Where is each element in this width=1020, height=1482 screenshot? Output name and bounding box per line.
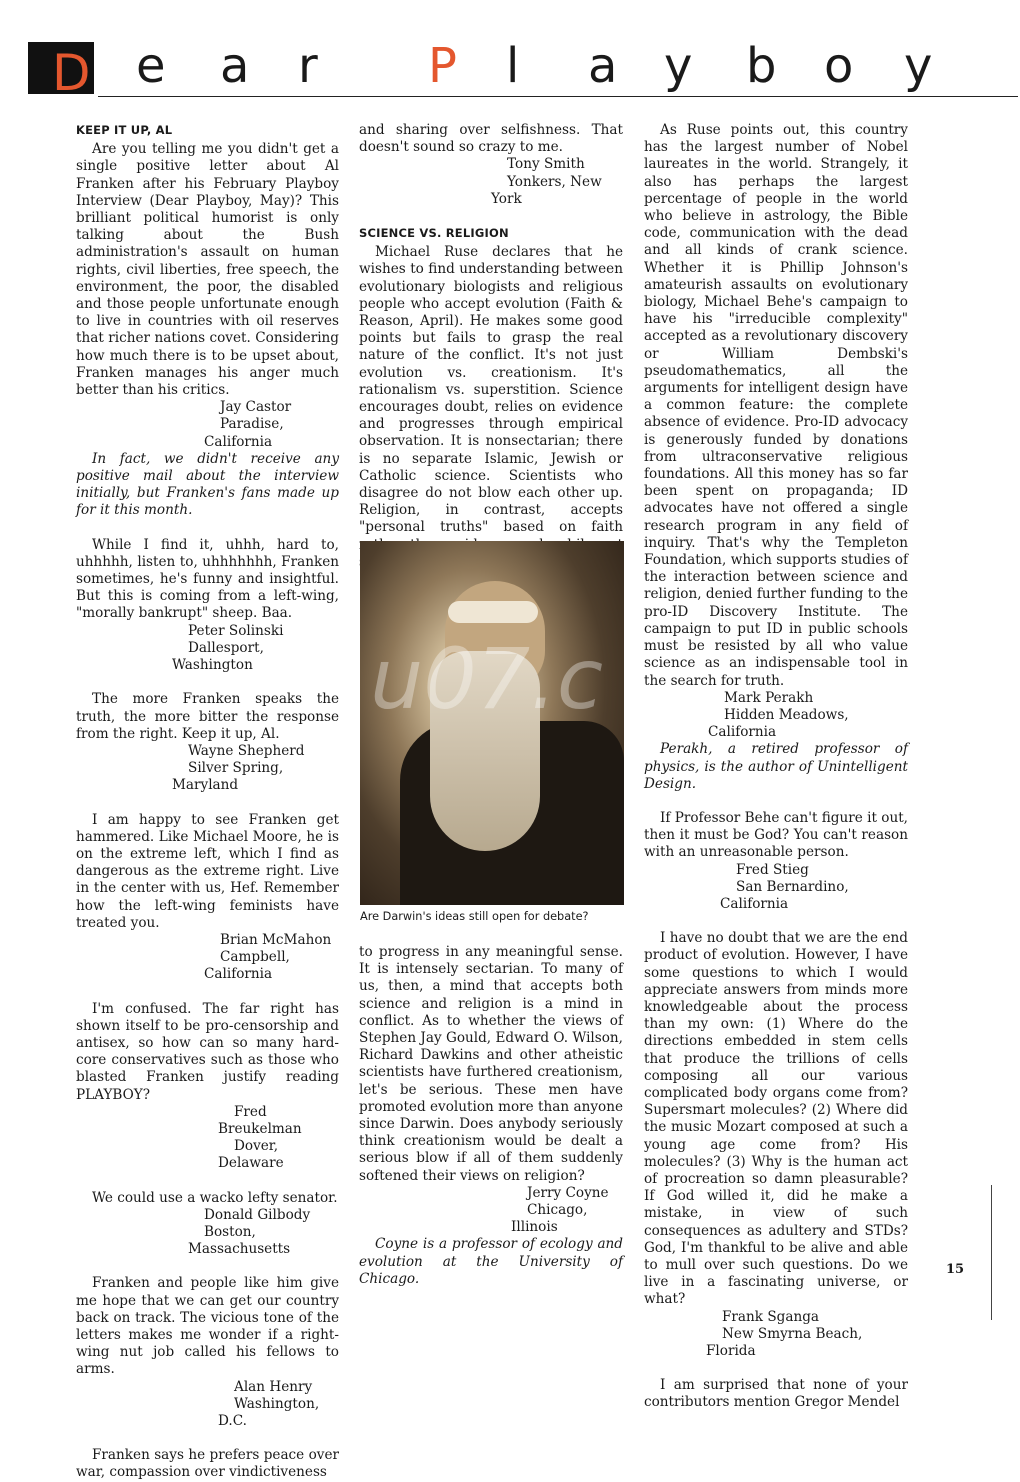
editor-reply: In fact, we didn't receive any positive mail about the interview initially, but Franken's fans made up for it this month. bbox=[76, 450, 339, 519]
editor-reply: Perakh, a retired professor of physics, is the author of Unintelligent Design. bbox=[644, 741, 908, 792]
letter-signature: Mark Perakh bbox=[724, 689, 814, 706]
letter-location: New Smyrna Beach, Florida bbox=[706, 1325, 863, 1360]
letter-signature: Tony Smith bbox=[507, 156, 585, 173]
column-3 bbox=[644, 122, 908, 1412]
editor-reply: Coyne is a professor of ecology and evolution at the University of Chicago. bbox=[359, 1236, 623, 1287]
header-letter-d: D bbox=[52, 44, 91, 102]
letter-location: Washington, D.C. bbox=[218, 1395, 320, 1430]
header-letter: y bbox=[664, 38, 693, 94]
section-heading: SCIENCE VS. RELIGION bbox=[359, 226, 509, 241]
letter-signature: Wayne Shepherd bbox=[188, 742, 305, 759]
letter-signature: Jerry Coyne bbox=[527, 1184, 609, 1201]
letter-text: Franken and people like him give me hope that we can get our country back on track. The vicious tone of the letters makes me wonder if a right-wing nut job called his fellows to arms. bbox=[76, 1275, 339, 1378]
column-2-continued bbox=[359, 944, 623, 1288]
letter-text: Michael Ruse declares that he wishes to find understanding between evolutionary biologists and religious people who accept evolution (Faith & Reason, April). He makes some good points but fails to grasp the real nature of the conflict. It's not just evolution vs. creationism. It's rationalism vs. superstition. Science encourages doubt, relies on evidence and progresses through empirical observation. It is nonsectarian; there is no separate Islamic, Jewish or Catholic science. Scientists who disagree do not blow each other up. Religion, in contrast, accepts "personal truths" based on faith bbox=[359, 244, 623, 536]
header-letter: a bbox=[588, 38, 618, 94]
letter-text: to progress in any meaningful sense. It is intensely sectarian. To many of us, then, a mind that accepts both science and religion is a mind in conflict. As to whether the views of Stephen Jay Gould, Edward O. Wilson, Richard Dawkins and other atheistic scientists have furthered creationism, let's be serious. These men have promoted evolution more than anyone since Darwin. Does anybody seriously think creationism would be dealt a serious blow if all of them suddenly softened their views on religion? bbox=[359, 944, 623, 1184]
letter-signature: Brian McMahon bbox=[220, 931, 332, 948]
letter-signature: Fred Breukelman bbox=[218, 1103, 302, 1137]
letter-signature: Jay Castor bbox=[220, 399, 292, 416]
header-letter: l bbox=[506, 38, 520, 94]
letter-signature: Frank Sganga bbox=[722, 1308, 820, 1325]
page-number: 15 bbox=[946, 1262, 965, 1277]
letter-text: As Ruse points out, this country has the largest number of Nobel laureates in the world. Strangely, it also has perhaps the largest percentage of people in the world who believe in astrology, the Bible code, communication with the dead and all kinds of crank science. Whether it is Phillip Johnson's amateurish assaults on evolutionary biology, Michael Behe's campaign to have his "irreducible complexity" accepted as a revolutionary discovery or William Dembski's pseudomathematics, all the arguments for intelligent design have a common feature: the complete absence of evidence. Pro-ID advocacy is generously funded by donations from ultraconservative religious foundations. All this money has so far been spent on propaganda; ID advocates have not offered a single research program in any field of inquiry. That's why the Templeton Foundation, which supports studies of the interaction between science and religion, denied further funding to the pro-ID Discovery Institute. The campaign to put ID in public schools must be resisted by all who value science as an indispensable tool in the search for truth. bbox=[644, 122, 908, 689]
letter-location: Hidden Meadows, California bbox=[708, 706, 849, 741]
letter-text: The more Franken speaks the truth, the more bitter the response from the right. Keep it up, Al. bbox=[76, 691, 339, 742]
photo-caption: Are Darwin's ideas still open for debate? bbox=[360, 910, 589, 923]
letter-signature: Donald Gilbody bbox=[204, 1206, 311, 1223]
letter-location: Boston, Massachusetts bbox=[188, 1223, 291, 1258]
page-edge-rule bbox=[991, 1185, 992, 1320]
header-letter-box bbox=[28, 42, 94, 102]
letter-signature: Fred Stieg bbox=[736, 861, 809, 878]
header-letter: o bbox=[824, 38, 854, 94]
letter-location: Dallesport, Washington bbox=[172, 639, 264, 674]
header-letter: a bbox=[220, 38, 250, 94]
header-rule bbox=[98, 96, 1018, 97]
section-heading: KEEP IT UP, AL bbox=[76, 123, 173, 137]
header-letter: b bbox=[746, 38, 777, 94]
letter-location: San Bernardino, California bbox=[720, 878, 849, 912]
letter-signature: Alan Henry bbox=[234, 1378, 313, 1395]
letter-text: While I find it, uhhh, hard to, uhhhhh, listen to, uhhhhhhh, Franken sometimes, he's funny and insightful. But this is coming from a left-wing, "morally bankrupt" sheep. Baa. bbox=[76, 536, 339, 622]
letter-text: I'm confused. The far right has shown itself to be pro-censorship and antisex, so how can so many hard-core conservatives such as those who blasted Franken justify reading PLAYBOY? bbox=[76, 1000, 339, 1103]
letter-text: We could use a wacko lefty senator. bbox=[92, 1189, 338, 1206]
letter-signature: Peter Solinski bbox=[188, 622, 284, 639]
letter-location: Yonkers, New York bbox=[491, 173, 602, 207]
letter-text: If Professor Behe can't figure it out, then it must be God? You can't reason with an unreasonable person. bbox=[644, 809, 908, 861]
header-letter: y bbox=[904, 38, 933, 94]
letter-text: I am happy to see Franken get hammered. Like Michael Moore, he is on the extreme left, which I find as dangerous as the extreme right. Live in the center with us, Hef. Remember how the left-wing feminists have treated you. bbox=[76, 811, 339, 931]
header-letter: r bbox=[298, 38, 318, 94]
letter-location: Paradise, California bbox=[204, 416, 284, 450]
page-header bbox=[28, 36, 992, 102]
header-letter: e bbox=[136, 38, 166, 94]
column-1 bbox=[76, 122, 339, 1482]
letter-text: Franken says he prefers peace over war, compassion over vindictiveness bbox=[76, 1447, 339, 1481]
letter-text: I am surprised that none of your contributors mention Gregor Mendel bbox=[644, 1377, 908, 1411]
letter-location: Silver Spring, Maryland bbox=[172, 760, 284, 794]
letter-location: Chicago, Illinois bbox=[511, 1202, 588, 1236]
column-2 bbox=[359, 122, 623, 571]
header-letter: P bbox=[428, 38, 457, 94]
letter-text: and sharing over selfishness. That doesn't sound so crazy to me. bbox=[359, 122, 623, 156]
letter-location: Dover, Delaware bbox=[218, 1138, 284, 1172]
letter-text: I have no doubt that we are the end product of evolution. However, I have some questions to which I would appreciate answers from minds more knowledgeable about the process than my own: (1) Where do the directions embedded in stem cells that produce the trillions of cells composing all our various complicated body organs come from? Supersmart molecules? (2) Where did the music Mozart composed at such a young age come from? His molecules? (3) Why is the human act of procreation so damn pleasurable? If God willed it, did he make a mistake, in view of such consequences as adultery and STDs? God, I'm thankful to be alive and able to mull over such questions. Do we live in a fascinating universe, or what? bbox=[644, 930, 908, 1308]
watermark: u07.c bbox=[370, 630, 604, 728]
letter-text: Are you telling me you didn't get a single positive letter about Al Franken after his February Playboy Interview (Dear Playboy, May)? This brilliant political humorist is only talking about the Bush administration's assault on human rights, civil liberties, free speech, the environment, the poor, the disabled and those people unfortunate enough to live in countries with oil reserves that richer nations covet. Considering how much there is to be upset about, Franken manages his anger much better than his critics. bbox=[76, 141, 339, 399]
letter-location: Campbell, California bbox=[204, 949, 290, 983]
